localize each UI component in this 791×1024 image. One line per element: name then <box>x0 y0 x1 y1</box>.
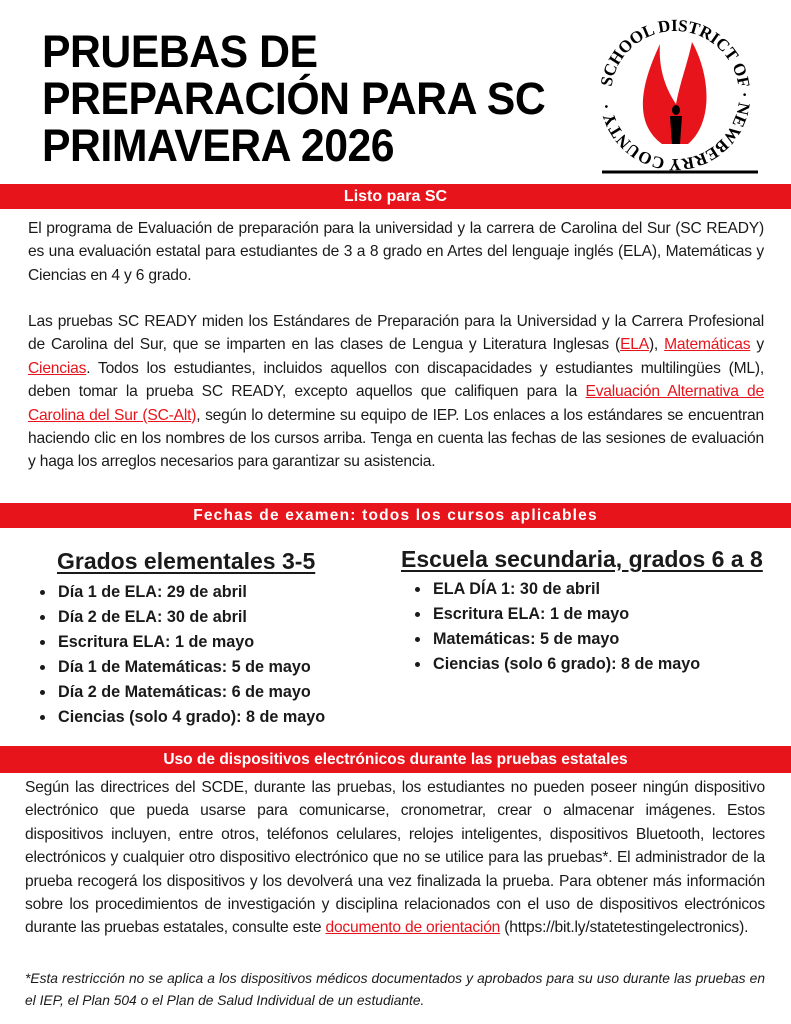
list-item: • Día 1 de ELA: 29 de abril <box>56 580 325 605</box>
middle-school-dates-list <box>413 577 700 677</box>
list-item: • Día 2 de Matemáticas: 6 de mayo <box>56 680 325 705</box>
list-item: • Escritura ELA: 1 de mayo <box>56 630 325 655</box>
section-heading-sc-ready: Listo para SC <box>0 184 791 209</box>
section-heading-test-dates: Fechas de examen: todos los cursos aplicables <box>0 503 791 528</box>
electronics-paragraph: Según las directrices del SCDE, durante las pruebas, los estudiantes no pueden poseer ningún dispositivo electrónico que pueda usarse para comunicarse, cronometrar, crear o almacenar imágenes. Estos dispositivos incluyen, entre otros, teléfonos celulares, relojes inteligentes, dispositivos Bluetooth, lectores electrónicos y cualquier otro dispositivo electrónico que no se utilice para las pruebas*. El administrador de la prueba recogerá los dispositivos y los devolverá una vez finalizada la prueba. Para obtener más información sobre los procedimientos de investigación y disciplina relacionados con el uso de dispositivos electrónicos durante las pruebas estatales, consulte este documento de orientación (https://bit.ly/statetestingelectronics). <box>25 779 765 937</box>
title-line: PRIMAVERA 2026 <box>42 120 395 171</box>
section-heading-electronics: Uso de dispositivos electrónicos durante las pruebas estatales <box>0 746 791 773</box>
link-sc-alt[interactable]: Evaluación Alternativa de Carolina del Sur (SC-Alt) <box>28 383 764 424</box>
intro-paragraph: El programa de Evaluación de preparación para la universidad y la carrera de Carolina del Sur (SC READY) es una evaluación estatal para estudiantes de 3 a 8 grado en Artes del lenguaje inglés (ELA), Matemáticas y Ciencias en 4 y 6 grado. <box>28 220 764 284</box>
footnote: *Esta restricción no se aplica a los dispositivos médicos documentados y aprobados para su uso durante las pruebas en el IEP, el Plan 504 o el Plan de Salud Individual de un estudiante. <box>25 971 765 1008</box>
list-item: • Día 1 de Matemáticas: 5 de mayo <box>56 655 325 680</box>
link-ela[interactable]: ELA <box>620 336 649 354</box>
elementary-dates-list <box>38 580 325 730</box>
list-item: • Escritura ELA: 1 de mayo <box>431 602 700 627</box>
district-logo <box>592 12 758 178</box>
list-item: • ELA DÍA 1: 30 de abril <box>431 577 700 602</box>
title-line: PREPARACIÓN PARA SC <box>42 73 546 124</box>
standards-paragraph: Las pruebas SC READY miden los Estándares de Preparación para la Universidad y la Carrera Profesional de Carolina del Sur, que se imparten en las clases de Lengua y Literatura Inglesas (ELA), Matemáticas y Ciencias. Todos los estudiantes, incluidos aquellos con discapacidades y estudiantes multilingües (ML), deben tomar la prueba SC READY, excepto aquellos que califiquen para la Evaluación Alternativa de Carolina del Sur (SC-Alt), según lo determine su equipo de IEP. Los enlaces a los estándares se encuentran haciendo clic en los nombres de los cursos arriba. Tenga en cuenta las fechas de las sesiones de evaluación y haga los arreglos necesarios para garantizar su asistencia. <box>28 313 764 471</box>
list-item: • Ciencias (solo 4 grado): 8 de mayo <box>56 705 325 730</box>
middle-school-heading: Escuela secundaria, grados 6 a 8 <box>401 546 763 572</box>
elementary-heading: Grados elementales 3-5 <box>57 548 316 574</box>
page-title <box>42 28 545 169</box>
list-item: • Ciencias (solo 6 grado): 8 de mayo <box>431 652 700 677</box>
list-item: • Día 2 de ELA: 30 de abril <box>56 605 325 630</box>
list-item: • Matemáticas: 5 de mayo <box>431 627 700 652</box>
link-science[interactable]: Ciencias <box>28 359 87 377</box>
title-line: PRUEBAS DE <box>42 26 318 77</box>
svg-text:SCHOOL DISTRICT OF · NEWBERRY: SCHOOL DISTRICT OF · NEWBERRY COUNTY · <box>596 15 755 175</box>
link-math[interactable]: Matemáticas <box>664 336 751 354</box>
link-guidance-document[interactable]: documento de orientación <box>325 919 501 937</box>
